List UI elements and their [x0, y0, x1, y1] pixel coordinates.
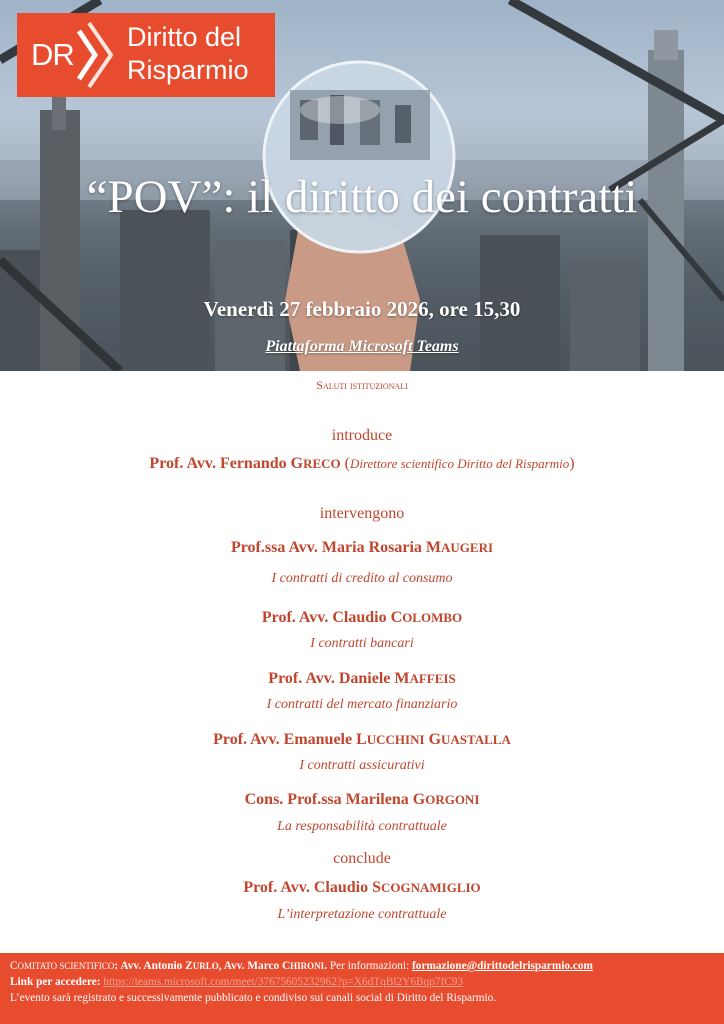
logo-initials: DR	[31, 37, 74, 72]
speaker-name: Prof. Avv. Daniele MAFFEIS	[268, 670, 456, 687]
hero-banner	[0, 0, 724, 371]
logo-name-line1: Diritto del	[127, 22, 242, 52]
speaker-name: Prof.ssa Avv. Maria Rosaria MAUGERI	[230, 539, 494, 556]
saluti-label: Saluti istituzionali	[316, 378, 408, 392]
introduce-label: introduce	[331, 427, 393, 444]
event-platform: Piattaforma Microsoft Teams	[265, 338, 459, 355]
logo-name-line2: Risparmio	[127, 55, 249, 85]
footer	[0, 953, 724, 1024]
logo-name	[127, 21, 249, 87]
conclude-label: conclude	[333, 850, 391, 867]
speaker-topic: I contratti assicurativi	[299, 758, 425, 773]
speaker-topic: I contratti di credito al consumo	[271, 571, 453, 586]
logo	[17, 13, 275, 97]
event-date: Venerdì 27 febbraio 2026, ore 15,30	[203, 297, 521, 321]
speaker-name: Prof. Avv. Claudio COLOMBO	[261, 609, 463, 626]
speaker-topic: I contratti del mercato finanziario	[266, 697, 458, 712]
concluder-topic: L’interpretazione contrattuale	[277, 907, 447, 922]
email-link[interactable]: formazione@dirittodelrisparmio.com	[412, 960, 593, 972]
introducer: Prof. Avv. Fernando GRECO (Direttore scientifico Diritto del Risparmio)	[149, 455, 575, 472]
introducer-name: Prof. Avv. Fernando GRECO	[149, 455, 341, 472]
footer-note: L’evento sarà registrato e successivamente pubblicato e condiviso sui canali social di Diritto del Risparmio.	[10, 992, 497, 1004]
footer-committee: COMITATO SCIENTIFICO: Avv. Antonio ZURLO, Avv. Marco CHIRONI. Per informazioni: formazione@dirittodelrisparmio.com	[10, 960, 593, 972]
speaker-name: Cons. Prof.ssa Marilena GORGONI	[244, 791, 480, 808]
intervengono-label: intervengono	[319, 505, 405, 522]
speaker-name: Prof. Avv. Emanuele LUCCHINI GUASTALLA	[213, 731, 511, 748]
footer-link: Link per accedere: https://teams.microsoft.com/meet/37675605232962?p=X6dTqBl2Y6Bqp7fC93	[10, 976, 464, 988]
event-title: “POV”: il diritto dei contratti	[86, 171, 638, 223]
teams-link[interactable]: https://teams.microsoft.com/meet/37675605232962?p=X6dTqBl2Y6Bqp7fC93	[103, 976, 464, 988]
concluder-name: Prof. Avv. Claudio SCOGNAMIGLIO	[243, 879, 481, 896]
speaker-topic: I contratti bancari	[310, 636, 414, 651]
introducer-role: Direttore scientifico Diritto del Risparmio	[349, 456, 570, 471]
speaker-topic: La responsabilità contrattuale	[277, 819, 447, 834]
